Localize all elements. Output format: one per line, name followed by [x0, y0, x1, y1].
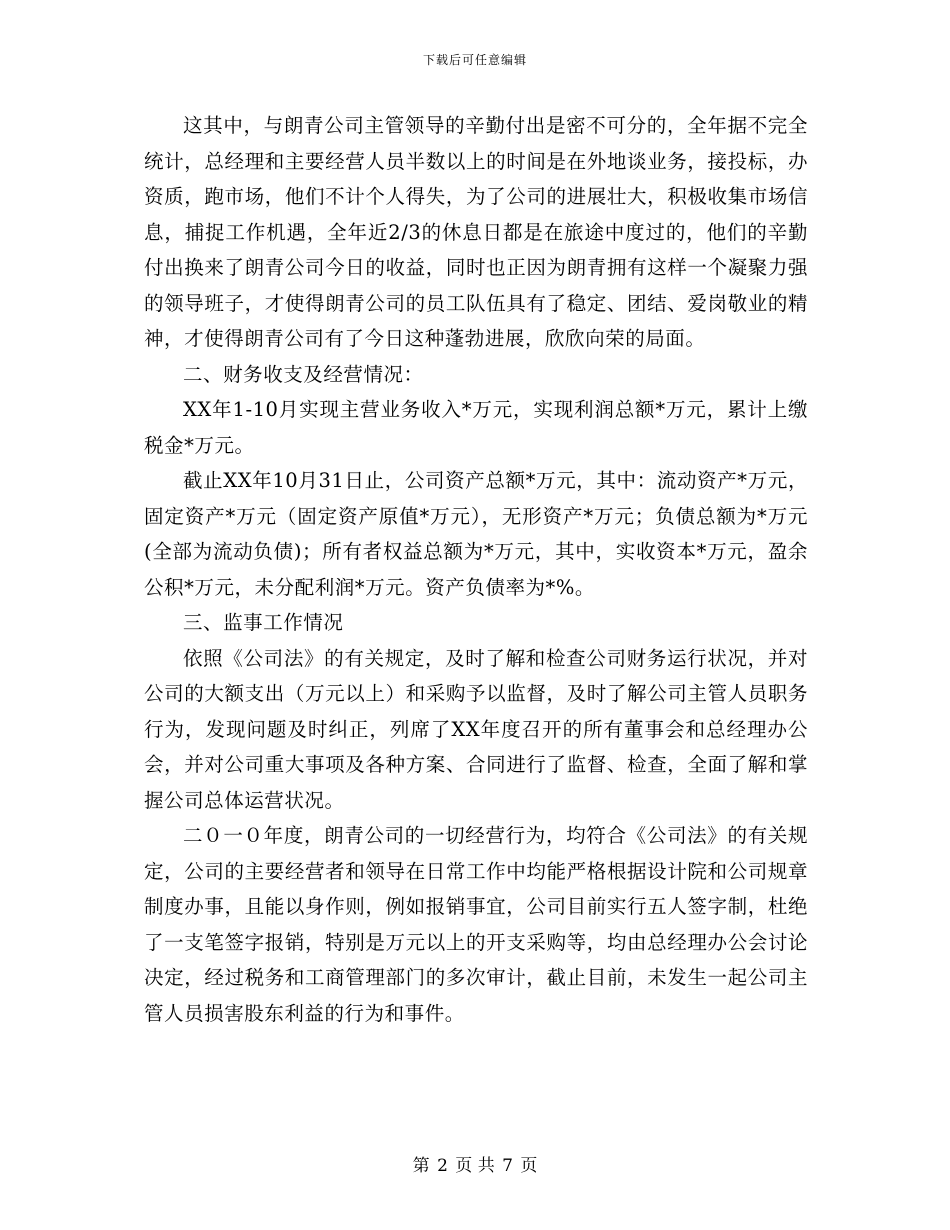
page-footer: [0, 1155, 950, 1177]
page-total: 7: [502, 1156, 513, 1176]
paragraph-leadership: 这其中，与朗青公司主管领导的辛勤付出是密不可分的，全年据不完全统计，总经理和主要经营人员半数以上的时间是在外地谈业务，接投标，办资质，跑市场，他们不计个人得失，为了公司的进展壮大，积极收集市场信息，捕捉工作机遇，全年近2/3的休息日都是在旅途中度过的，他们的辛勤付出换来了朗青公司今日的收益，同时也正因为朗青拥有这样一个凝聚力强的领导班子，才使得朗青公司的员工队伍具有了稳定、团结、爱岗敬业的精神，才使得朗青公司有了今日这种蓬勃进展，欣欣向荣的局面。: [144, 114, 808, 350]
paragraph-compliance: 二０一０年度，朗青公司的一切经营行为，均符合《公司法》的有关规定，公司的主要经营者和领导在日常工作中均能严格根据设计院和公司规章制度办事，且能以身作则，例如报销事宜，公司目前实行五人签字制，杜绝了一支笔签字报销，特别是万元以上的开支采购等，均由总经理办公会讨论决定，经过税务和工商管理部门的多次审计，截止目前，未发生一起公司主管人员损害股东利益的行为和事件。: [144, 824, 808, 1025]
footer-suffix: 页: [520, 1156, 538, 1176]
page-number: 2: [437, 1156, 448, 1176]
document-body: [144, 108, 808, 1031]
paragraph-revenue: XX年1-10月实现主营业务收入*万元，实现利润总额*万元，累计上缴税金*万元。: [144, 398, 808, 457]
footer-middle: 页 共: [455, 1156, 495, 1176]
section-heading-supervision: 三、监事工作情况: [183, 611, 344, 634]
page-header: 下载后可任意编辑: [422, 53, 527, 67]
section-heading-finance: 二、财务收支及经营情况：: [183, 362, 424, 386]
paragraph-supervision: 依照《公司法》的有关规定，及时了解和检查公司财务运行状况，并对公司的大额支出（万元以上）和采购予以监督，及时了解公司主管人员职务行为，发现问题及时纠正，列席了XX年度召开的所有董事会和总经理办公会，并对公司重大事项及各种方案、合同进行了监督、检查，全面了解和掌握公司总体运营状况。: [144, 646, 808, 812]
paragraph-assets: 截止XX年10月31日止，公司资产总额*万元，其中：流动资产*万元，固定资产*万元（固定资产原值*万元），无形资产*万元；负债总额为*万元 (全部为流动负债)；所有者权益总额为*万元，其中，实收资本*万元，盈余公积*万元，未分配利润*万元。资产负债率为*%。: [144, 469, 808, 599]
footer-prefix: 第: [412, 1156, 430, 1176]
